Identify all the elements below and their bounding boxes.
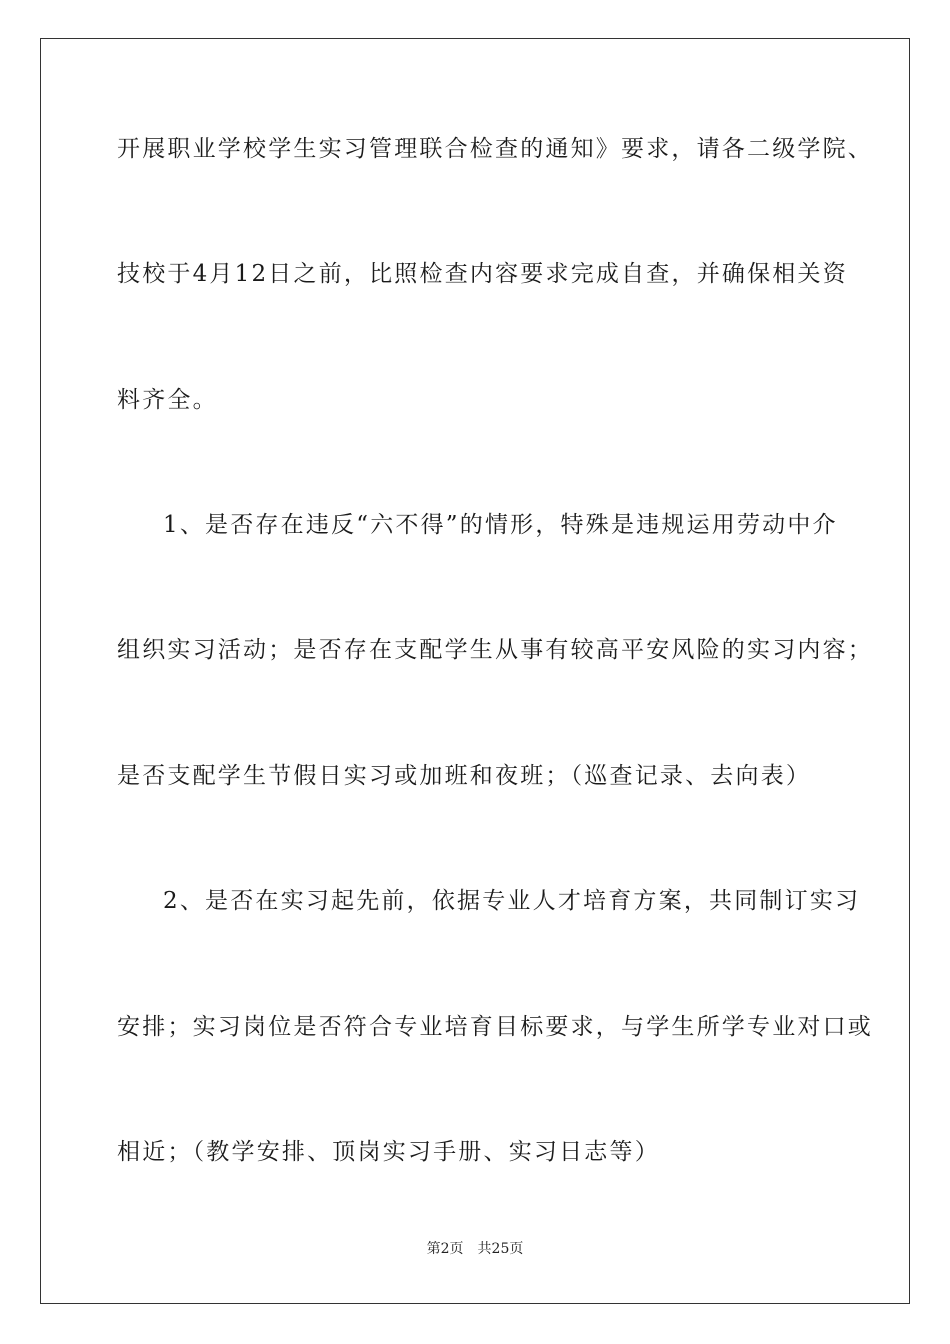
body-text-line: 技校于4月12日之前，比照检查内容要求完成自查，并确保相关资	[117, 261, 848, 287]
paragraph-1-start: 1、是否存在违反“六不得”的情形，特殊是违规运用劳动中介	[163, 512, 838, 538]
page-number: 第2页	[426, 1241, 464, 1257]
body-text-line: 是否支配学生节假日实习或加班和夜班；（巡查记录、去向表）	[117, 763, 812, 789]
page-frame	[40, 38, 910, 1304]
body-text-line: 开展职业学校学生实习管理联合检查的通知》要求，请各二级学院、	[117, 136, 873, 162]
paragraph-2-start: 2、是否在实习起先前，依据专业人才培育方案，共同制订实习	[163, 888, 861, 914]
page-footer	[0, 1238, 950, 1258]
page-total: 共25页	[477, 1241, 524, 1257]
body-text-line: 相近；（教学安排、顶岗实习手册、实习日志等）	[117, 1139, 660, 1165]
body-text-line: 料齐全。	[117, 387, 218, 413]
body-text-line: 安排；实习岗位是否符合专业培育目标要求，与学生所学专业对口或	[117, 1014, 873, 1040]
body-text-line: 组织实习活动；是否存在支配学生从事有较高平安风险的实习内容；	[117, 637, 873, 663]
